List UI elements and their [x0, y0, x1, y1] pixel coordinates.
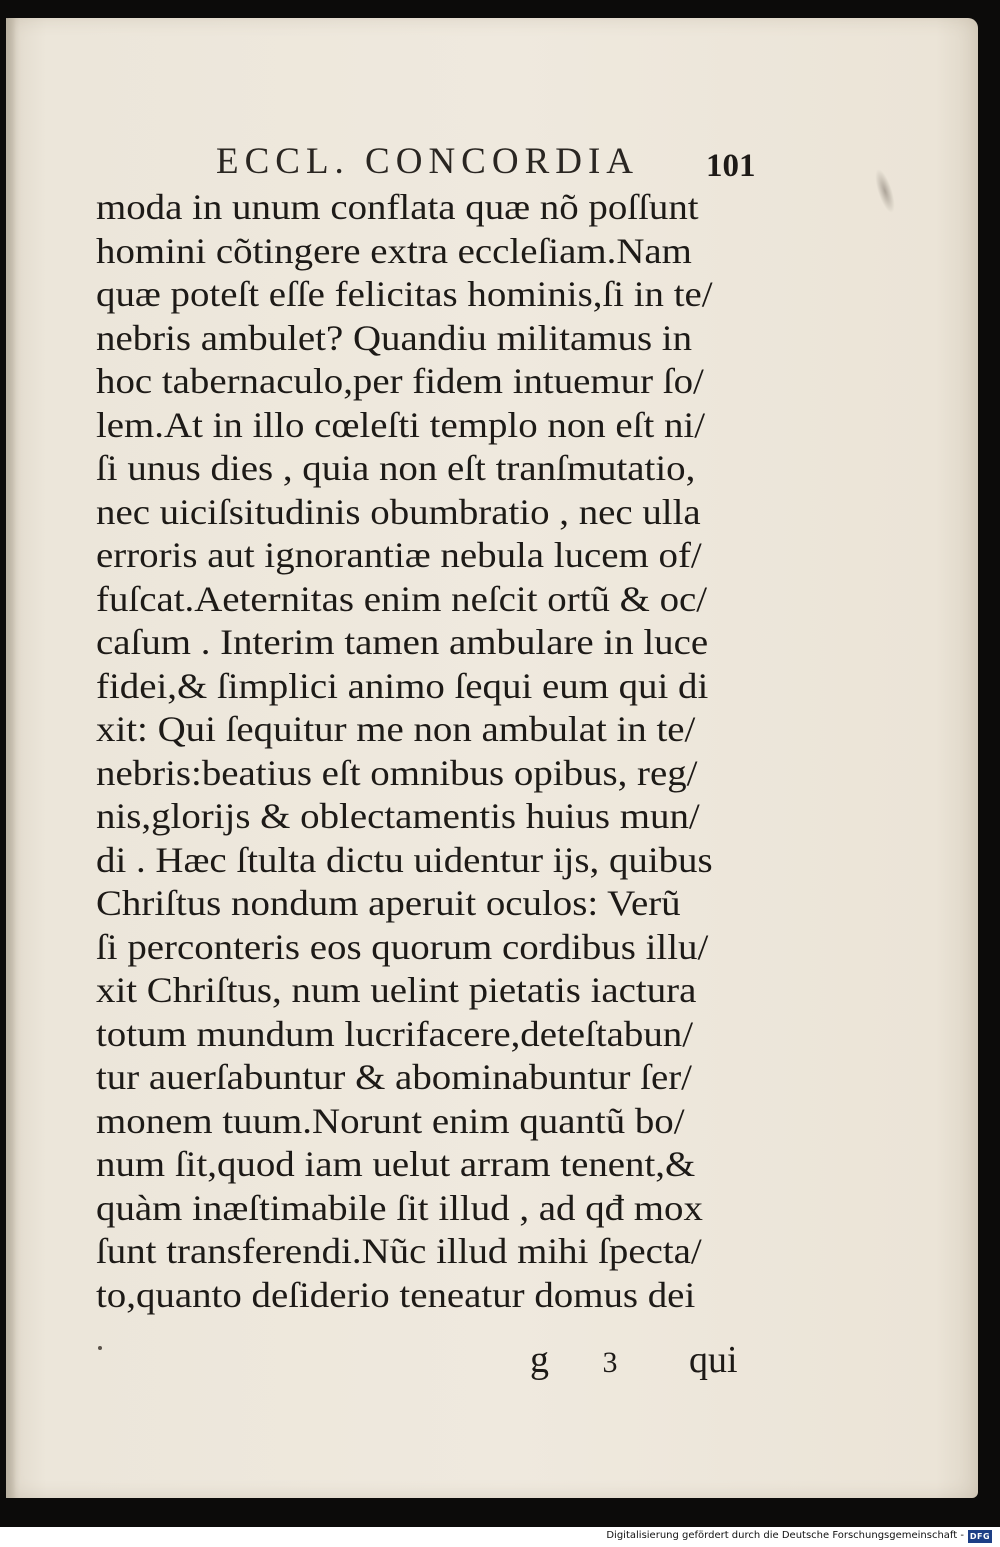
text-line: monem tuum.Norunt enim quantũ bo/ [96, 1100, 685, 1141]
text-line: moda in unum conflata quæ nõ poſſunt [96, 187, 699, 227]
text-line: hoc tabernaculo,per fidem intuemur ſo/ [96, 361, 704, 401]
signature-mark: g [530, 1339, 549, 1381]
catchword: qui [689, 1339, 738, 1381]
text-line: tur auerſabuntur & abominabuntur ſer/ [96, 1057, 692, 1097]
text-line: nebris:beatius eſt omnibus opibus, reg/ [96, 752, 698, 793]
text-line: erroris aut ignorantiæ nebula lucem of/ [96, 535, 702, 575]
page-smudge [871, 167, 899, 215]
text-line: xit Chriſtus, num uelint pietatis iactura [96, 970, 697, 1010]
text-line: xit: Qui ſequitur me non ambulat in te/ [96, 709, 696, 749]
text-line: ſunt transferendi.Nũc illud mihi ſpecta/ [96, 1231, 702, 1271]
page-gutter-shadow [6, 18, 16, 1498]
text-line: di . Hæc ſtulta dictu uidentur ijs, quibus [96, 839, 713, 880]
text-line: nis,glorijs & oblectamentis huius mun/ [96, 796, 700, 836]
funding-credit: Digitalisierung gefördert durch die Deutsche Forschungsgemeinschaft - [606, 1530, 964, 1541]
signature-line [530, 1338, 738, 1382]
text-line: nebris ambulet? Quandiu militamus in [96, 317, 693, 358]
text-block [96, 186, 764, 1317]
page-number: 101 [706, 148, 756, 184]
text-line: quàm inæſtimabile ſit illud , ad qđ mox [96, 1187, 703, 1228]
text-line: to,quanto deſiderio teneatur domus dei [96, 1274, 696, 1315]
text-line: ſi perconteris eos quorum cordibus illu/ [96, 926, 709, 967]
text-line: quæ poteſt eſſe felicitas hominis,ſi in te/ [96, 274, 713, 314]
dfg-logo: DFG [969, 1532, 991, 1541]
running-head: ECCL. CONCORDIA [216, 141, 640, 182]
text-line: caſum . Interim tamen ambulare in luce [96, 622, 709, 662]
footer-bar [0, 1527, 1000, 1547]
text-line: lem.At in illo cœleſti templo non eſt ni/ [96, 404, 706, 445]
text-line: num ſit,quod iam uelut arram tenent,& [96, 1144, 696, 1184]
ink-speck [98, 1346, 102, 1350]
text-line: Chriſtus nondum aperuit oculos: Verũ [96, 883, 681, 923]
text-line: ſi unus dies , quia non eſt tranſmutatio, [96, 448, 696, 488]
text-line: homini cõtingere extra eccleſiam.Nam [96, 230, 692, 271]
signature-number: 3 [602, 1346, 618, 1379]
text-line: fidei,& ſimplici animo ſequi eum qui di [96, 665, 709, 706]
text-line: totum mundum lucrifacere,deteſtabun/ [96, 1013, 694, 1054]
text-line: fuſcat.Aeternitas enim neſcit ortũ & oc/ [96, 578, 708, 619]
text-line: nec uiciſsitudinis obumbratio , nec ulla [96, 491, 701, 532]
